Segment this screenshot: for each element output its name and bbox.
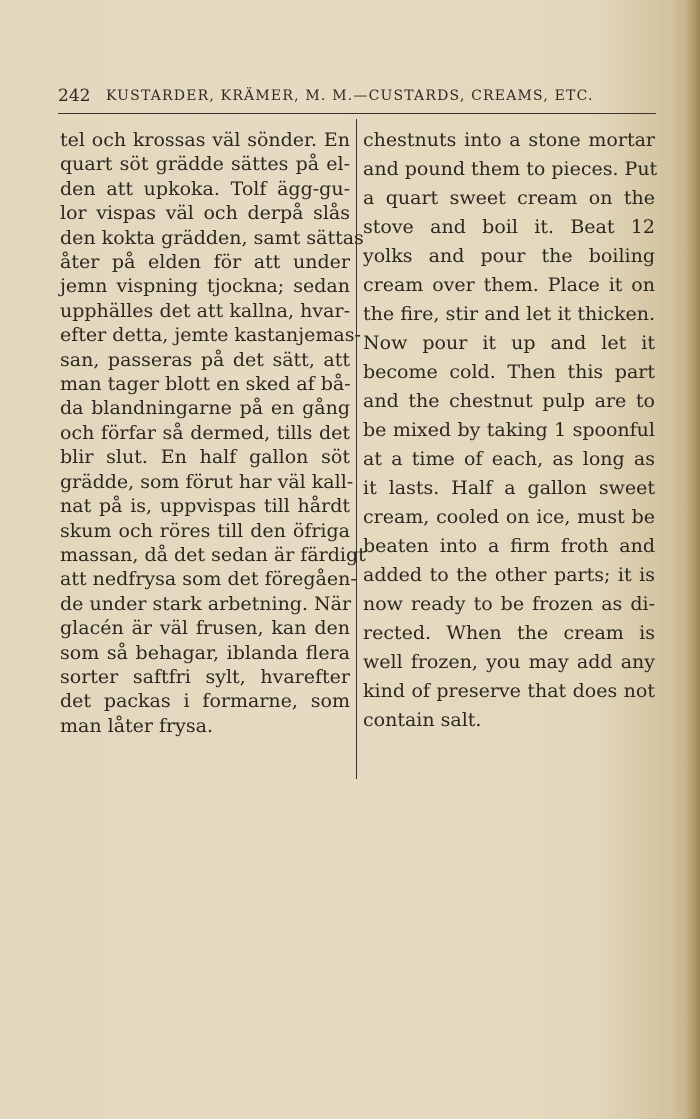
swedish-column — [60, 128, 366, 738]
text-line: och förfar så dermed, tills det — [60, 421, 350, 444]
text-line: chestnuts into a stone mortar — [363, 129, 655, 151]
text-line: man tager blott en sked af bå- — [60, 373, 351, 396]
text-line: kind of preserve that does not — [363, 680, 655, 702]
text-line: skum och röres till den öfriga — [60, 519, 350, 542]
text-line: rected. When the cream is — [363, 622, 655, 644]
english-column — [363, 126, 658, 735]
text-line: added to the other parts; it is — [363, 564, 655, 586]
text-line: att nedfrysa som det föregåen- — [60, 568, 357, 591]
text-line: stove and boil it. Beat 12 — [363, 216, 655, 238]
text-line: it lasts. Half a gallon sweet — [363, 477, 655, 499]
text-line: upphälles det att kallna, hvar- — [60, 299, 350, 322]
text-line: man låter frysa. — [60, 714, 213, 737]
text-line: and pound them to pieces. Put — [363, 158, 658, 180]
text-line: cream over them. Place it on — [363, 274, 655, 296]
text-line: contain salt. — [363, 709, 482, 731]
text-line: jemn vispning tjockna; sedan — [60, 275, 350, 298]
text-line: yolks and pour the boiling — [363, 245, 655, 267]
text-line: den kokta grädden, samt sättas — [60, 226, 364, 249]
text-line: nat på is, uppvispas till hårdt — [60, 495, 350, 518]
running-head-title: KUSTARDER, KRÄMER, M. M.—CUSTARDS, CREAMS, ETC. — [106, 88, 594, 104]
text-line: sorter saftfri sylt, hvarefter — [60, 665, 350, 688]
text-line: Now pour it up and let it — [363, 332, 655, 354]
running-head — [58, 86, 658, 110]
text-line: be mixed by taking 1 spoonful — [363, 419, 655, 441]
column-divider — [356, 119, 357, 779]
text-line: and the chestnut pulp are to — [363, 390, 655, 412]
text-line: well frozen, you may add any — [363, 651, 655, 673]
page-edge-shadow — [686, 0, 700, 1119]
page-number: 242 — [58, 86, 91, 106]
text-line: da blandningarne på en gång — [60, 397, 350, 420]
text-line: glacén är väl frusen, kan den — [60, 617, 350, 640]
text-line: efter detta, jemte kastanjemas- — [60, 324, 361, 347]
text-line: massan, då det sedan är färdigt — [60, 543, 366, 566]
text-line: det packas i formarne, som — [60, 690, 350, 713]
text-line: at a time of each, as long as — [363, 448, 655, 470]
text-line: quart söt grädde sättes på el- — [60, 153, 350, 176]
text-line: tel och krossas väl sönder. En — [60, 129, 350, 151]
text-line: som så behagar, iblanda flera — [60, 641, 350, 664]
header-rule — [58, 113, 656, 114]
text-line: become cold. Then this part — [363, 361, 655, 383]
text-line: den att upkoka. Tolf ägg-gu- — [60, 177, 350, 200]
text-line: the fire, stir and let it thicken. — [363, 303, 655, 325]
text-line: beaten into a firm froth and — [363, 535, 655, 557]
text-line: san, passeras på det sätt, att — [60, 348, 350, 371]
text-line: grädde, som förut har väl kall- — [60, 470, 354, 493]
text-line: cream, cooled on ice, must be — [363, 506, 655, 528]
text-line: blir slut. En half gallon söt — [60, 446, 350, 469]
text-line: de under stark arbetning. När — [60, 592, 352, 615]
text-line: now ready to be frozen as di- — [363, 593, 655, 615]
text-line: lor vispas väl och derpå slås — [60, 202, 350, 225]
text-line: åter på elden för att under — [60, 251, 350, 274]
text-line: a quart sweet cream on the — [363, 187, 655, 209]
